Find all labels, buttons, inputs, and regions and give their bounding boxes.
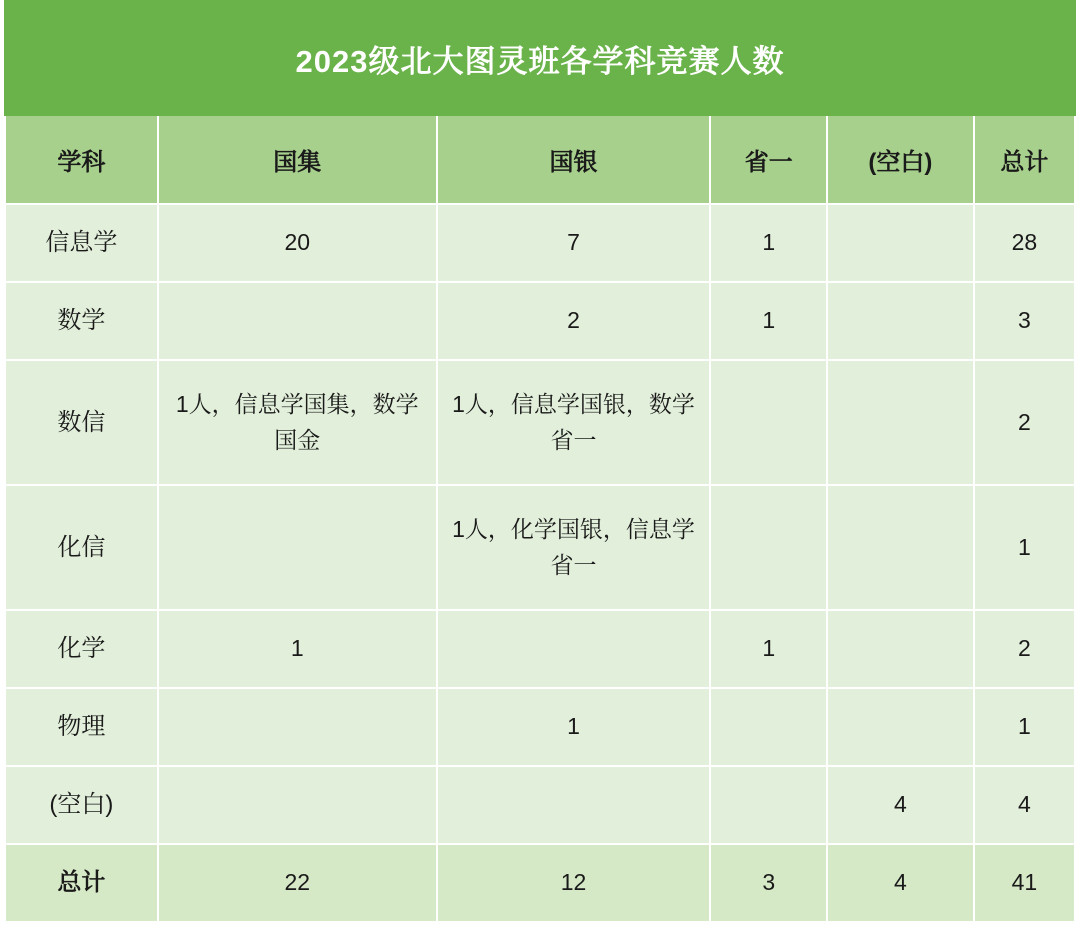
cell-total: 1 xyxy=(974,485,1075,610)
column-header-shengyi: 省一 xyxy=(710,115,827,204)
cell-guoji xyxy=(158,485,437,610)
cell-total: 28 xyxy=(974,204,1075,282)
column-header-total: 总计 xyxy=(974,115,1075,204)
table-row xyxy=(5,204,1075,282)
cell-guoji xyxy=(158,688,437,766)
cell-guoyin: 7 xyxy=(437,204,711,282)
row-label: 数信 xyxy=(5,360,158,485)
cell-guoyin: 1人，化学国银，信息学省一 xyxy=(437,485,711,610)
cell-blank xyxy=(827,610,974,688)
table-row xyxy=(5,282,1075,360)
table-total-row xyxy=(5,844,1075,922)
cell-blank xyxy=(827,360,974,485)
cell-shengyi: 1 xyxy=(710,282,827,360)
column-header-subject: 学科 xyxy=(5,115,158,204)
cell-guoji: 20 xyxy=(158,204,437,282)
cell-blank xyxy=(827,688,974,766)
cell-blank: 4 xyxy=(827,766,974,844)
cell-guoji xyxy=(158,766,437,844)
cell-guoyin xyxy=(437,610,711,688)
cell-blank xyxy=(827,204,974,282)
cell-shengyi: 1 xyxy=(710,204,827,282)
total-guoji: 22 xyxy=(158,844,437,922)
competition-count-table xyxy=(4,0,1076,923)
table-header-row xyxy=(5,115,1075,204)
cell-shengyi xyxy=(710,766,827,844)
cell-shengyi xyxy=(710,688,827,766)
row-label: 信息学 xyxy=(5,204,158,282)
table-title: 2023级北大图灵班各学科竞赛人数 xyxy=(5,1,1075,115)
cell-total: 4 xyxy=(974,766,1075,844)
total-row-label: 总计 xyxy=(5,844,158,922)
cell-guoyin: 1 xyxy=(437,688,711,766)
row-label: 物理 xyxy=(5,688,158,766)
total-blank: 4 xyxy=(827,844,974,922)
cell-blank xyxy=(827,485,974,610)
row-label: 化信 xyxy=(5,485,158,610)
table-row xyxy=(5,485,1075,610)
cell-shengyi: 1 xyxy=(710,610,827,688)
total-guoyin: 12 xyxy=(437,844,711,922)
column-header-guoyin: 国银 xyxy=(437,115,711,204)
row-label: (空白) xyxy=(5,766,158,844)
cell-guoyin: 2 xyxy=(437,282,711,360)
cell-shengyi xyxy=(710,360,827,485)
column-header-guoji: 国集 xyxy=(158,115,437,204)
column-header-blank: (空白) xyxy=(827,115,974,204)
cell-total: 2 xyxy=(974,360,1075,485)
cell-blank xyxy=(827,282,974,360)
table-row xyxy=(5,688,1075,766)
total-shengyi: 3 xyxy=(710,844,827,922)
row-label: 数学 xyxy=(5,282,158,360)
cell-total: 3 xyxy=(974,282,1075,360)
cell-total: 1 xyxy=(974,688,1075,766)
cell-guoji xyxy=(158,282,437,360)
table-title-row xyxy=(5,1,1075,115)
cell-total: 2 xyxy=(974,610,1075,688)
table-row xyxy=(5,610,1075,688)
cell-shengyi xyxy=(710,485,827,610)
row-label: 化学 xyxy=(5,610,158,688)
total-grand: 41 xyxy=(974,844,1075,922)
table-row xyxy=(5,766,1075,844)
table-row xyxy=(5,360,1075,485)
cell-guoji: 1 xyxy=(158,610,437,688)
cell-guoyin xyxy=(437,766,711,844)
cell-guoji: 1人，信息学国集，数学国金 xyxy=(158,360,437,485)
cell-guoyin: 1人，信息学国银，数学省一 xyxy=(437,360,711,485)
